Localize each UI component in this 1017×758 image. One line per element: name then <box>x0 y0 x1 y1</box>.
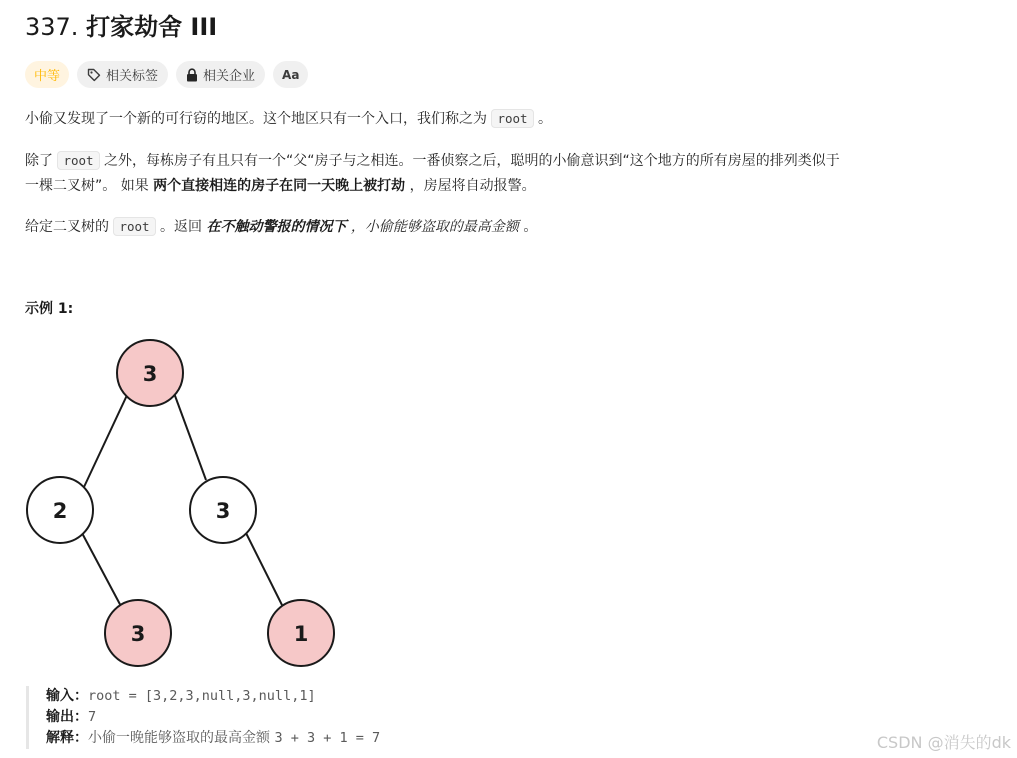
tree-node-right <box>190 477 256 543</box>
tree-edge <box>174 393 206 480</box>
related-tags-label: 相关标签 <box>106 69 159 84</box>
code-root: root <box>491 109 533 128</box>
tree-node-value: 2 <box>52 499 68 523</box>
problem-title <box>25 10 217 44</box>
tree-edge <box>82 533 123 610</box>
related-tags-button[interactable] <box>77 61 168 88</box>
tree-node-value: 3 <box>130 622 146 646</box>
tree-node-left-right <box>105 600 171 666</box>
csdn-watermark: CSDN @消失的dk <box>876 733 1011 752</box>
code-root: root <box>57 151 99 170</box>
tree-node-right-right <box>268 600 334 666</box>
lock-icon <box>186 68 198 82</box>
tree-node-value: 1 <box>293 622 309 646</box>
related-companies-label: 相关企业 <box>203 69 256 84</box>
output-label: 输出： <box>46 709 88 725</box>
input-value: root = [3,2,3,null,3,null,1] <box>88 688 316 704</box>
tag-icon <box>87 68 101 82</box>
bold-italic-condition: 在不触动警报的情况下 <box>206 219 347 235</box>
input-row <box>46 686 380 707</box>
bold-rule: 两个直接相连的房子在同一天晚上被打劫 <box>153 178 406 194</box>
font-size-button[interactable] <box>273 61 308 88</box>
explain-expr: 3 + 3 + 1 = 7 <box>274 730 381 746</box>
tree-node-value: 3 <box>215 499 231 523</box>
tree-node-left <box>27 477 93 543</box>
italic-goal: ，小偷能够盗取的最高金额 <box>346 219 519 235</box>
code-root: root <box>113 217 155 236</box>
output-value: 7 <box>88 709 97 725</box>
description-paragraph-3: 给定二叉树的 root 。返回 在不触动警报的情况下 ，小偷能够盗取的最高金额 。 <box>25 219 538 235</box>
tree-edge <box>246 533 282 605</box>
example-title: 示例 1: <box>25 301 74 317</box>
explain-row <box>46 728 380 749</box>
difficulty-label: 中等 <box>34 69 61 84</box>
binary-tree-diagram <box>20 335 350 675</box>
description-paragraph-1: 小偷又发现了一个新的可行窃的地区。这个地区只有一个入口，我们称之为 root 。 <box>25 111 553 127</box>
example-io <box>26 686 380 749</box>
tag-bar <box>25 61 308 88</box>
problem-number: 337. <box>25 13 79 41</box>
explain-text: 小偷一晚能够盗取的最高金额 <box>88 730 275 746</box>
tree-node-root <box>117 340 183 406</box>
explain-label: 解释： <box>46 730 88 746</box>
input-label: 输入： <box>46 688 88 704</box>
related-companies-button[interactable] <box>176 61 265 88</box>
tree-edge <box>84 393 128 487</box>
problem-name: 打家劫舍 III <box>86 13 218 41</box>
font-icon: Aa <box>282 67 300 82</box>
tree-node-value: 3 <box>142 362 158 386</box>
description-paragraph-2: 除了 root 之外，每栋房子有且只有一个“父“房子与之相连。一番侦察之后，聪明的小偷意识到“这个地方的所有房屋的排列类似于 一棵二叉树”。 如果 两个直接相连的房子在同一天晚上被打劫 ，房屋将自动报警。 <box>25 153 840 194</box>
output-row <box>46 707 380 728</box>
difficulty-badge <box>25 61 69 88</box>
